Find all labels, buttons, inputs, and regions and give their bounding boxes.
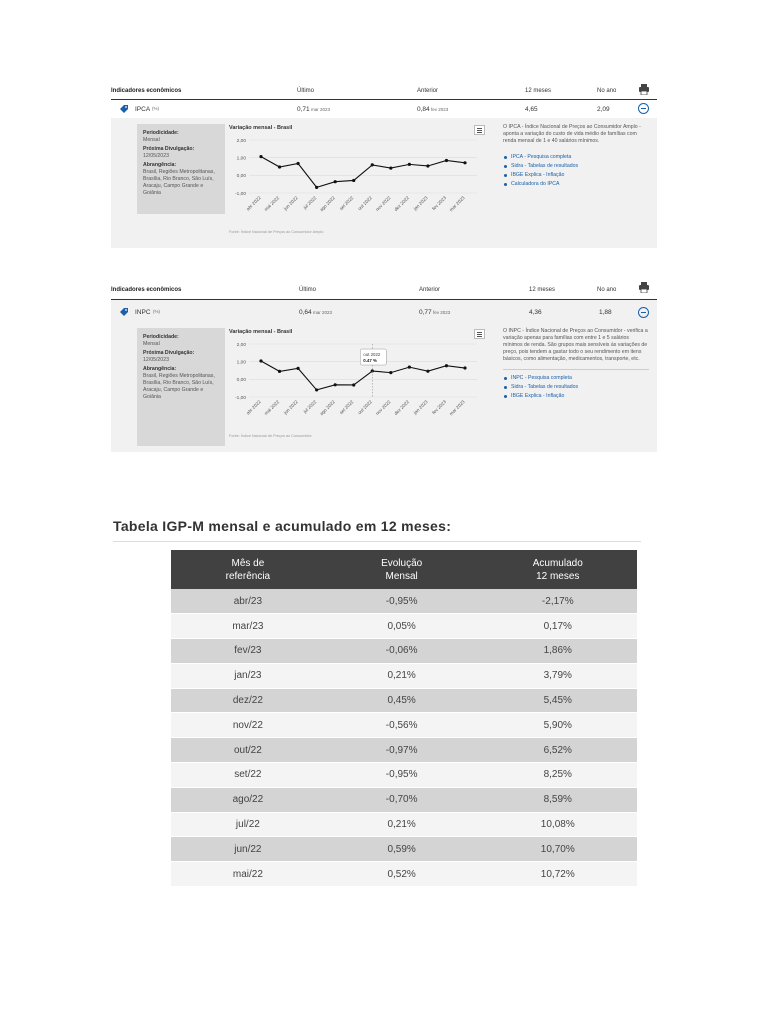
y-tick-label: 2,00 bbox=[236, 138, 246, 144]
cell-accumulated: 8,25% bbox=[479, 763, 637, 788]
x-tick-label: jan 2023 bbox=[412, 195, 429, 212]
header-col-12m: 12 meses bbox=[525, 88, 552, 94]
data-point bbox=[334, 383, 337, 386]
indicators-header bbox=[111, 84, 657, 100]
x-tick-label: abr 2022 bbox=[245, 195, 262, 212]
divider bbox=[503, 369, 649, 370]
data-point bbox=[426, 164, 429, 167]
tooltip-value: 0.47 % bbox=[363, 358, 377, 364]
indicator-unit: (%) bbox=[152, 106, 159, 111]
col-header-mensal: Evolução Mensal bbox=[325, 550, 479, 589]
cell-month: dez/22 bbox=[171, 688, 325, 713]
cell-monthly: -0,97% bbox=[325, 738, 479, 763]
x-tick-label: ago 2022 bbox=[318, 399, 336, 417]
data-point bbox=[296, 367, 299, 370]
description bbox=[503, 124, 649, 189]
indicator-name: IPCA bbox=[135, 106, 151, 113]
x-tick-label: fev 2023 bbox=[431, 195, 448, 212]
header-col-year: No ano bbox=[597, 287, 617, 293]
y-tick-label: 1,00 bbox=[236, 360, 246, 366]
data-point bbox=[371, 163, 374, 166]
header-col-12m: 12 meses bbox=[529, 287, 556, 293]
x-tick-label: jun 2022 bbox=[282, 195, 299, 212]
x-tick-label: out 2022 bbox=[356, 399, 373, 416]
chart-container bbox=[227, 124, 489, 246]
cell-month: jul/22 bbox=[171, 812, 325, 837]
data-point bbox=[426, 370, 429, 373]
cell-month: mar/23 bbox=[171, 614, 325, 639]
description-text: O IPCA - Índice Nacional de Preços ao Consumidor Amplo - aponta a variação do custo de vida médio de famílias com renda mensal de 1 e 40 salários mínimos. bbox=[503, 124, 641, 144]
cell-accumulated: 10,70% bbox=[479, 837, 637, 862]
cell-monthly: 0,21% bbox=[325, 812, 479, 837]
chart-source: Fonte: Índice Nacional de Preços ao Consumidor bbox=[229, 434, 312, 438]
indicators-header bbox=[111, 280, 657, 300]
data-point bbox=[278, 370, 281, 373]
cell-monthly: 0,52% bbox=[325, 862, 479, 887]
x-tick-label: out 2022 bbox=[356, 195, 373, 212]
x-tick-label: nov 2022 bbox=[374, 195, 392, 213]
cell-monthly: -0,95% bbox=[325, 589, 479, 614]
abrangencia-value: Brasil, Regiões Metropolitanas, Brasília, Rio Branco, São Luís, Aracaju, Campo Grande e Goiânia bbox=[143, 373, 215, 400]
periodicidade-label: Periodicidade: bbox=[143, 130, 179, 136]
last-date: mar 2023 bbox=[313, 310, 333, 315]
prev-date: fev 2023 bbox=[431, 107, 449, 112]
table-row bbox=[171, 713, 637, 738]
table-row bbox=[171, 787, 637, 812]
details-area bbox=[111, 300, 657, 452]
periodicidade-value: Mensal bbox=[143, 137, 160, 143]
tooltip-label: out 2022 bbox=[363, 352, 381, 358]
table-row bbox=[171, 663, 637, 688]
printer-icon[interactable] bbox=[639, 84, 649, 95]
12m-value: 4,36 bbox=[529, 309, 542, 316]
collapse-icon[interactable] bbox=[638, 103, 649, 114]
abrangencia-label: Abrangência: bbox=[143, 366, 177, 372]
link-calculadora[interactable]: Calculadora do IPCA bbox=[503, 180, 649, 189]
header-col-last: Último bbox=[297, 88, 315, 94]
series-line bbox=[261, 157, 465, 188]
link-pesquisa[interactable]: INPC - Pesquisa completa bbox=[503, 374, 649, 383]
data-point bbox=[278, 165, 281, 168]
price-tag-icon bbox=[119, 307, 129, 317]
data-point bbox=[315, 388, 318, 391]
data-point bbox=[445, 364, 448, 367]
x-tick-label: mar 2023 bbox=[448, 399, 466, 417]
link-sidra[interactable]: Sidra - Tabelas de resultados bbox=[503, 162, 649, 171]
data-point bbox=[315, 186, 318, 189]
cell-month: fev/23 bbox=[171, 639, 325, 664]
proxima-value: 12/05/2023 bbox=[143, 153, 169, 159]
col-header-acumulado: Acumulado 12 meses bbox=[479, 550, 637, 589]
cell-accumulated: 0,17% bbox=[479, 614, 637, 639]
chart-title: Variação mensal - Brasil bbox=[229, 125, 293, 131]
proxima-label: Próxima Divulgação: bbox=[143, 146, 195, 152]
info-box bbox=[137, 124, 225, 214]
link-sidra[interactable]: Sidra - Tabelas de resultados bbox=[503, 383, 649, 392]
cell-accumulated: 3,79% bbox=[479, 663, 637, 688]
proxima-label: Próxima Divulgação: bbox=[143, 350, 195, 356]
y-tick-label: 1,00 bbox=[236, 156, 246, 162]
x-tick-label: set 2022 bbox=[338, 399, 355, 416]
data-point bbox=[352, 383, 355, 386]
link-pesquisa[interactable]: IPCA - Pesquisa completa bbox=[503, 153, 649, 162]
cell-month: set/22 bbox=[171, 763, 325, 788]
cell-month: abr/23 bbox=[171, 589, 325, 614]
x-tick-label: jan 2023 bbox=[412, 399, 429, 416]
chart-title: Variação mensal - Brasil bbox=[229, 329, 293, 335]
x-tick-label: mai 2022 bbox=[263, 195, 281, 213]
chart-source: Fonte: Índice Nacional de Preços ao Consumidor Amplo bbox=[229, 230, 324, 234]
header-title: Indicadores econômicos bbox=[111, 88, 182, 94]
data-point bbox=[408, 163, 411, 166]
cell-accumulated: 10,72% bbox=[479, 862, 637, 887]
periodicidade-label: Periodicidade: bbox=[143, 334, 179, 340]
x-tick-label: fev 2023 bbox=[431, 399, 448, 416]
table-row bbox=[171, 763, 637, 788]
description bbox=[503, 328, 649, 401]
x-tick-label: nov 2022 bbox=[374, 399, 392, 417]
last-date: mar 2023 bbox=[311, 107, 331, 112]
price-tag-icon bbox=[119, 104, 129, 114]
data-point bbox=[463, 366, 466, 369]
x-tick-label: dez 2022 bbox=[393, 399, 411, 417]
table-row bbox=[171, 589, 637, 614]
cell-month: nov/22 bbox=[171, 713, 325, 738]
table-header-row bbox=[171, 550, 637, 589]
x-tick-label: mai 2022 bbox=[263, 399, 281, 417]
x-tick-label: jun 2022 bbox=[282, 399, 299, 416]
x-tick-label: set 2022 bbox=[338, 195, 355, 212]
series-line bbox=[261, 361, 465, 390]
table-row bbox=[171, 688, 637, 713]
cell-monthly: -0,56% bbox=[325, 713, 479, 738]
y-tick-label: -1,00 bbox=[235, 191, 246, 197]
cell-month: mai/22 bbox=[171, 862, 325, 887]
cell-accumulated: 5,45% bbox=[479, 688, 637, 713]
header-col-year: No ano bbox=[597, 88, 617, 94]
cell-monthly: -0,70% bbox=[325, 787, 479, 812]
y-tick-label: 0,00 bbox=[236, 378, 246, 384]
prev-value: 0,84 bbox=[417, 106, 430, 113]
description-text: O INPC - Índice Nacional de Preços ao Consumidor - verifica a variação apenas para famílias com entre 1 e 5 salários mínimos de renda. São grupos mais sensíveis às variações de preço, pois tendem a gastar todo o seu rendimento em itens básicos, como alimentação, medicamentos, transporte, etc. bbox=[503, 328, 648, 362]
y-tick-label: 0,00 bbox=[236, 174, 246, 180]
line-chart bbox=[227, 124, 489, 246]
cell-accumulated: 6,52% bbox=[479, 738, 637, 763]
cell-accumulated: 1,86% bbox=[479, 639, 637, 664]
cell-accumulated: 10,08% bbox=[479, 812, 637, 837]
data-point bbox=[334, 180, 337, 183]
cell-monthly: 0,45% bbox=[325, 688, 479, 713]
table-row bbox=[171, 862, 637, 887]
last-value: 0,64 bbox=[299, 309, 312, 316]
header-col-last: Último bbox=[299, 287, 317, 293]
x-tick-label: jul 2022 bbox=[302, 399, 318, 415]
col-header-mes: Mês de referência bbox=[171, 550, 325, 589]
indicator-name: INPC bbox=[135, 309, 151, 316]
cell-month: jun/22 bbox=[171, 837, 325, 862]
line-chart bbox=[227, 328, 489, 450]
table-row bbox=[171, 837, 637, 862]
cell-monthly: 0,05% bbox=[325, 614, 479, 639]
igpm-table bbox=[171, 550, 637, 887]
chart-container bbox=[227, 328, 489, 450]
cell-month: ago/22 bbox=[171, 787, 325, 812]
x-tick-label: mar 2023 bbox=[448, 195, 466, 213]
y-tick-label: 2,00 bbox=[236, 342, 246, 348]
cell-monthly: -0,95% bbox=[325, 763, 479, 788]
cell-monthly: -0,06% bbox=[325, 639, 479, 664]
indicator-unit: (%) bbox=[153, 309, 160, 314]
data-point bbox=[389, 166, 392, 169]
data-point bbox=[259, 155, 262, 158]
12m-value: 4,65 bbox=[525, 106, 538, 113]
year-value: 1,88 bbox=[599, 309, 612, 316]
cell-accumulated: -2,17% bbox=[479, 589, 637, 614]
table-row bbox=[171, 812, 637, 837]
igpm-divider bbox=[113, 541, 641, 542]
last-value: 0,71 bbox=[297, 106, 310, 113]
data-point bbox=[389, 371, 392, 374]
collapse-icon[interactable] bbox=[638, 307, 649, 318]
table-row bbox=[171, 639, 637, 664]
cell-month: jan/23 bbox=[171, 663, 325, 688]
prev-value: 0,77 bbox=[419, 309, 432, 316]
ipca-panel bbox=[111, 84, 657, 248]
indicator-row[interactable] bbox=[111, 300, 657, 324]
printer-icon[interactable] bbox=[639, 282, 649, 293]
cell-monthly: 0,21% bbox=[325, 663, 479, 688]
year-value: 2,09 bbox=[597, 106, 610, 113]
link-ibge-explica[interactable]: IBGE Explica - Inflação bbox=[503, 171, 649, 180]
table-row bbox=[171, 614, 637, 639]
x-tick-label: ago 2022 bbox=[318, 195, 336, 213]
indicator-row[interactable] bbox=[111, 100, 657, 118]
data-point bbox=[445, 159, 448, 162]
header-col-prev: Anterior bbox=[419, 287, 441, 293]
cell-month: out/22 bbox=[171, 738, 325, 763]
header-col-prev: Anterior bbox=[417, 88, 439, 94]
periodicidade-value: Mensal bbox=[143, 341, 160, 347]
details-area bbox=[111, 118, 657, 248]
info-box bbox=[137, 328, 225, 446]
y-tick-label: -1,00 bbox=[235, 395, 246, 401]
data-point bbox=[463, 161, 466, 164]
cell-accumulated: 5,90% bbox=[479, 713, 637, 738]
proxima-value: 12/05/2023 bbox=[143, 357, 169, 363]
prev-date: fev 2023 bbox=[433, 310, 451, 315]
igpm-title: Tabela IGP-M mensal e acumulado em 12 meses: bbox=[113, 518, 452, 534]
x-tick-label: jul 2022 bbox=[302, 195, 318, 211]
x-tick-label: dez 2022 bbox=[393, 195, 411, 213]
data-point bbox=[352, 179, 355, 182]
data-point bbox=[296, 162, 299, 165]
abrangencia-label: Abrangência: bbox=[143, 162, 177, 168]
inpc-panel bbox=[111, 280, 657, 452]
link-ibge-explica[interactable]: IBGE Explica - Inflação bbox=[503, 392, 649, 401]
table-row bbox=[171, 738, 637, 763]
data-point bbox=[259, 359, 262, 362]
data-point bbox=[408, 366, 411, 369]
cell-monthly: 0,59% bbox=[325, 837, 479, 862]
x-tick-label: abr 2022 bbox=[245, 399, 262, 416]
abrangencia-value: Brasil, Regiões Metropolitanas, Brasília, Rio Branco, São Luís, Aracaju, Campo Grande e Goiânia bbox=[143, 169, 215, 196]
header-title: Indicadores econômicos bbox=[111, 287, 182, 293]
cell-accumulated: 8,59% bbox=[479, 787, 637, 812]
